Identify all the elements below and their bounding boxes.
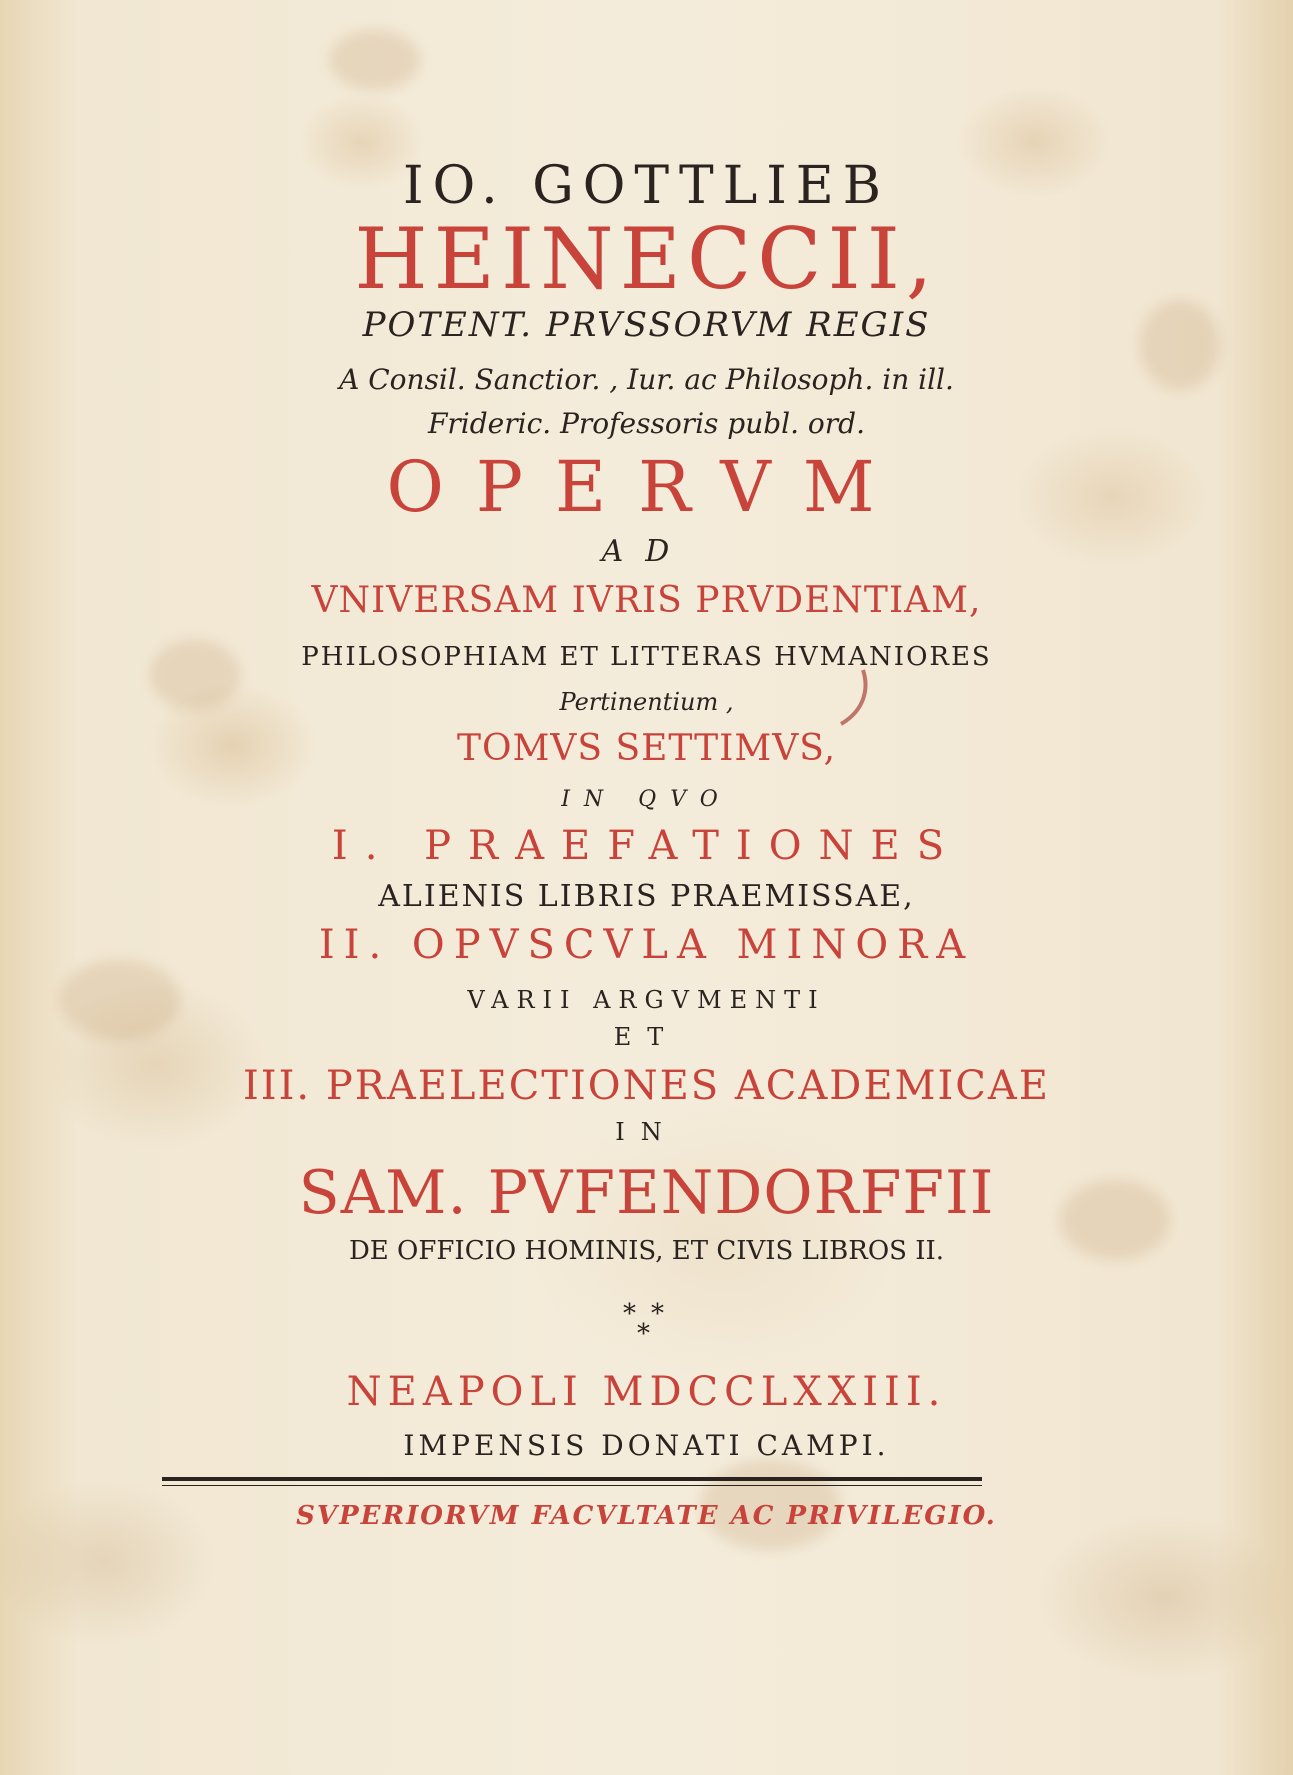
imprint-publisher: IMPENSIS DONATI CAMPI. xyxy=(403,1429,890,1462)
pertinentium-line: Pertinentium , xyxy=(559,688,734,716)
author-office-line-1: A Consil. Sanctior. , Iur. ac Philosoph. in ill. xyxy=(339,363,954,396)
volume-line: TOMVS SETTIMVS, xyxy=(456,728,837,769)
author-office-line-2: Frideric. Professoris publ. ord. xyxy=(427,407,865,440)
svg-text:*: * xyxy=(636,1319,650,1348)
thick-rule xyxy=(162,1477,982,1481)
svg-text:*: * xyxy=(622,1299,636,1329)
subject-author: SAM. PVFENDORFFII xyxy=(298,1158,995,1228)
et-line: ET xyxy=(613,1023,680,1051)
asterism-ornament-icon xyxy=(0,1298,1293,1348)
svg-text:*: * xyxy=(650,1299,664,1329)
part-1-subtitle: ALIENIS LIBRIS PRAEMISSAE, xyxy=(378,879,915,914)
part-3-title: III. PRAELECTIONES ACADEMICAE xyxy=(242,1063,1050,1109)
subject-work: DE OFFICIO HOMINIS, ET CIVIS LIBROS II. xyxy=(348,1236,945,1266)
page-fold-mark-icon xyxy=(835,668,875,728)
operum-heading: OPERVM xyxy=(386,446,907,528)
scope-line-2: PHILOSOPHIAM ET LITTERAS HVMANIORES xyxy=(301,642,992,672)
author-rank: POTENT. PRVSSORVM REGIS xyxy=(362,305,931,345)
foxing-stain xyxy=(330,30,420,90)
imprint-place: NEAPOLI MDCCLXXIII. xyxy=(346,1369,947,1415)
license-line: SVPERIORVM FACVLTATE AC PRIVILEGIO. xyxy=(296,1501,997,1531)
ad-line: AD xyxy=(601,534,692,569)
part-2-subtitle: VARII ARGVMENTI xyxy=(467,986,826,1014)
thin-rule xyxy=(162,1485,982,1486)
part-1-title: I. PRAEFATIONES xyxy=(331,823,962,869)
author-surname: HEINECCII, xyxy=(354,210,939,308)
scope-line-1: VNIVERSAM IVRIS PRVDENTIAM, xyxy=(311,580,982,621)
in-line: IN xyxy=(615,1118,678,1146)
in-quo-line: IN QVO xyxy=(561,787,732,812)
author-given-name: IO. GOTTLIEB xyxy=(403,156,890,216)
part-2-title: II. OPVSCVLA MINORA xyxy=(318,922,975,968)
